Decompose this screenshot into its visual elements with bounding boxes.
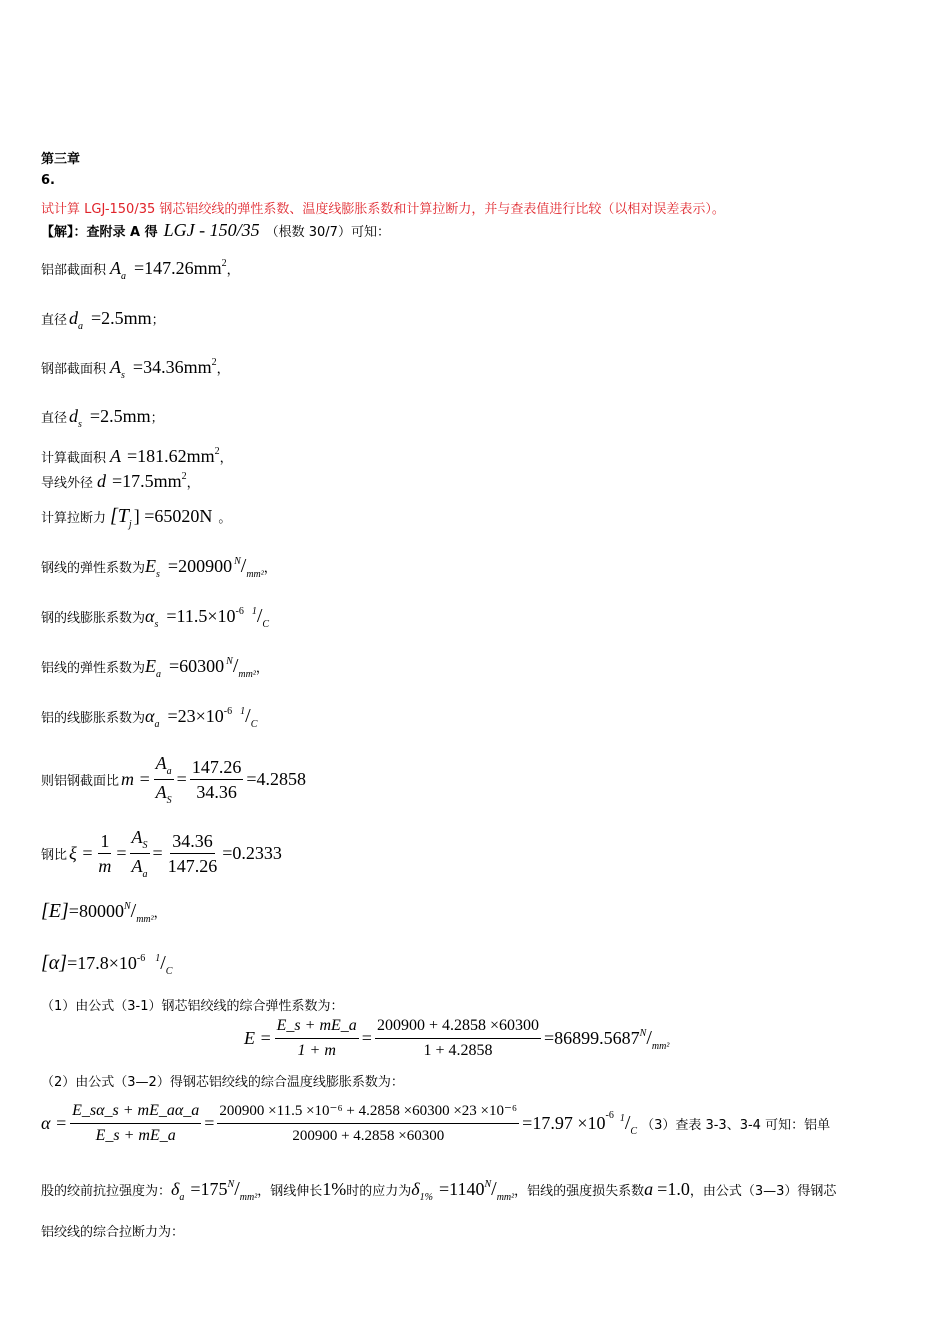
prop-symbol: E — [145, 656, 157, 676]
step3-lead: （3）查表 3-3、3-4 可知：铝单 — [641, 1118, 831, 1133]
ratio-m: 则铝钢截面比 m = $\frac{A_a}{A_S}$ = $\frac{147.26}{34.36}$ =4.2858 — [41, 753, 306, 806]
step3-line — [41, 1178, 836, 1201]
item-symbol: A — [110, 357, 122, 377]
ratio-fraction-numeric: $\frac{147.26}{34.36}$ — [191, 757, 242, 802]
step3-unit-a: $^N/_{mm^2}$ — [227, 1178, 258, 1203]
prop-value: =11.5×10 — [166, 606, 236, 626]
question-text: 试计算 LGJ-150/35 钢芯铝绞线的弹性系数、温度线膨胀系数和计算拉断力，并与查表值进行比较（以相对误差表示）。 — [41, 202, 725, 217]
item-symbol: A — [110, 446, 122, 466]
item-tail: 。 — [218, 511, 232, 526]
prop-al-alpha — [41, 705, 257, 728]
item-symbol: d — [69, 308, 79, 328]
item-value: ] =65020N — [133, 506, 213, 526]
step3-text-d: ，铝线的强度损失系数 — [514, 1184, 645, 1199]
item-label: 铝部截面积 — [41, 263, 107, 278]
table-symbol: [E] — [41, 900, 69, 922]
ratio-xi: 钢比 ξ = $\frac{1}{m}$ = $\frac{A_S}{A_a}$ = $\frac{34.36}{147.26}$ =0.2333 — [41, 827, 282, 880]
item-symbol: A — [110, 258, 122, 278]
prop-value: =200900 — [167, 556, 233, 576]
item-value: =34.36mm — [132, 357, 212, 377]
step1-text: （1）由公式（3-1）钢芯铝绞线的综合弹性系数为： — [41, 999, 344, 1014]
prop-symbol: α — [145, 606, 155, 626]
item-tail: ， — [186, 476, 200, 491]
item-sup: 2 — [211, 357, 217, 368]
prop-sub: s — [154, 619, 159, 630]
item-st-area — [41, 357, 230, 381]
step1-fraction-numeric: $\frac{200900 + 4.2858 \times 60300}{1 + 4.2858}$ — [376, 1017, 539, 1059]
item-value: =181.62mm — [127, 446, 215, 466]
step2-formula: α = $\frac{E\_s\alpha\_s + mE\_a\alpha\_a}{E\_s + mE\_a}$ = $\frac{\text{200900 ×11.5 ×10⁻⁶ + 4.2858 ×60300 ×23 ×10⁻⁶}}{200900 + 4.2858 \times 60300}$ =17.97 ×10 -6 $^1/_C$ （3）查表 3-3、3-4 可知：铝单 — [41, 1100, 830, 1147]
item-tail: ， — [226, 263, 240, 278]
prop-sub: a — [154, 719, 160, 730]
chapter-title: 第三章 — [41, 152, 81, 167]
item-calc-area — [41, 446, 233, 467]
table-alpha — [41, 952, 172, 975]
prop-value: =23×10 — [167, 706, 224, 726]
prop-unit: $^1/_C$ — [240, 705, 258, 730]
ratio-fraction-symbolic: $\frac{A_a}{A_S}$ — [155, 753, 172, 806]
prop-exp: -6 — [223, 706, 233, 717]
item-al-diam — [41, 308, 165, 332]
step2-text: （2）由公式（3—2）得钢芯铝绞线的综合温度线膨胀系数为： — [41, 1075, 404, 1090]
step3-alpha-val: =1.0 — [657, 1179, 690, 1199]
item-tail: ； — [150, 411, 164, 426]
item-sub: a — [121, 271, 127, 282]
step3-text-e: ，由公式（3—3）得钢芯 — [689, 1184, 837, 1199]
ratio-result: =4.2858 — [246, 769, 306, 789]
solution-head — [41, 220, 390, 241]
ratio-fraction-one: $\frac{1}{m}$ — [98, 831, 112, 876]
prop-tail: ， — [255, 661, 269, 676]
solution-label: 【解】：查附录 A 得 — [41, 225, 158, 240]
step3-delta-1-sub: 1% — [419, 1192, 433, 1203]
item-breaking-force — [41, 505, 231, 528]
prop-value: =60300 — [169, 656, 225, 676]
prop-al-e — [41, 655, 269, 678]
item-label: 计算截面积 — [41, 451, 107, 466]
prop-steel-alpha — [41, 605, 269, 628]
prop-sub: a — [156, 669, 162, 680]
item-tail: ， — [219, 451, 233, 466]
table-symbol: [α] — [41, 952, 68, 974]
step2-exp: -6 — [605, 1110, 614, 1121]
step1-unit: $^N/_{mm^2}$ — [639, 1027, 670, 1052]
item-symbol: [T — [110, 505, 129, 527]
step3-text-b: ，钢线伸长 — [257, 1184, 323, 1199]
item-label: 直径 — [41, 411, 68, 426]
step3-text-a: 股的绞前抗拉强度为： — [41, 1184, 172, 1199]
step2-unit: $^1/_C$ — [619, 1112, 638, 1137]
prop-tail: ， — [263, 561, 277, 576]
table-unit: $^1/_C$ — [155, 952, 173, 977]
ratio-fraction-numeric: $\frac{34.36}{147.26}$ — [167, 831, 218, 876]
item-value: =2.5mm — [91, 308, 152, 328]
step3-delta-1: δ — [411, 1179, 420, 1199]
model-number: LGJ - 150/35 — [163, 220, 260, 240]
prop-unit: $^N/_{mm^2}$ — [234, 555, 264, 580]
item-value: =2.5mm — [89, 406, 151, 426]
ratio-lhs: ξ = — [69, 843, 94, 863]
step3-delta-a-val: =175 — [190, 1179, 228, 1199]
item-symbol: d — [69, 406, 79, 426]
step2-lhs: α = — [41, 1113, 68, 1133]
item-tail: ； — [151, 313, 165, 328]
prop-symbol: E — [145, 556, 157, 576]
prop-steel-e — [41, 555, 277, 578]
step2-result: =17.97 ×10 — [522, 1113, 606, 1133]
table-value: =80000 — [68, 901, 124, 921]
step3-text-c: 时的应力为 — [346, 1184, 412, 1199]
item-sub: s — [121, 370, 125, 381]
item-label: 直径 — [41, 313, 68, 328]
problem-number: 6. — [41, 173, 55, 188]
table-e — [41, 900, 167, 923]
step3-unit-1: $^N/_{mm^2}$ — [484, 1178, 515, 1203]
item-al-area — [41, 258, 240, 282]
table-value: =17.8×10 — [67, 953, 137, 973]
table-unit: $^N/_{mm^2}$ — [123, 900, 154, 925]
step2-fraction-symbolic: $\frac{E\_s\alpha\_s + mE\_a\alpha\_a}{E\_s + mE\_a}$ — [72, 1102, 200, 1144]
step3-delta-1-val: =1140 — [438, 1179, 485, 1199]
item-outer-diam — [41, 471, 200, 492]
item-value: =147.26mm — [134, 258, 222, 278]
step1-result: =86899.5687 — [543, 1028, 640, 1048]
prop-exp: -6 — [235, 606, 244, 617]
prop-unit: $^1/_C$ — [251, 605, 270, 630]
item-label: 导线外径 — [41, 476, 94, 491]
item-sub: a — [78, 321, 84, 332]
step3-alpha: a — [644, 1179, 654, 1199]
item-tail: ， — [216, 362, 230, 377]
step1-formula: E = $\frac{E\_s + mE\_a}{1 + m}$ = $\frac{200900 + 4.2858 \times 60300}{1 + 4.2858}$ =86899.5687 $^N/_{mm^2}$ — [244, 1015, 669, 1062]
step3-text-final: 铝绞线的综合拉断力为： — [41, 1225, 185, 1240]
item-sup: 2 — [214, 446, 220, 457]
item-sup: 2 — [181, 471, 187, 482]
step1-lhs: E = — [244, 1028, 272, 1048]
step3-delta-a: δ — [171, 1179, 180, 1199]
item-value: =17.5mm — [112, 471, 182, 491]
prop-unit: $^N/_{mm^2}$ — [226, 655, 256, 680]
table-tail: ， — [153, 906, 167, 921]
step3-pct: 1% — [322, 1179, 347, 1199]
prop-label: 铝的线膨胀系数为 — [41, 711, 146, 726]
step3-delta-a-sub: a — [179, 1192, 185, 1203]
ratio-lhs: m = — [121, 769, 151, 789]
item-label: 计算拉断力 — [41, 511, 107, 526]
ratio-result: =0.2333 — [222, 843, 282, 863]
step1-fraction-symbolic: $\frac{E\_s + mE\_a}{1 + m}$ — [276, 1017, 357, 1059]
ratio-label: 钢比 — [41, 848, 68, 863]
item-symbol: d — [97, 471, 107, 491]
prop-label: 钢线的弹性系数为 — [41, 561, 146, 576]
item-st-diam — [41, 406, 164, 430]
ratio-label: 则铝钢截面比 — [41, 774, 120, 789]
model-note: （根数 30/7）可知： — [265, 225, 390, 240]
prop-symbol: α — [145, 706, 155, 726]
item-sub: j — [128, 519, 132, 530]
prop-label: 钢的线膨胀系数为 — [41, 611, 146, 626]
ratio-fraction-symbolic: $\frac{A_S}{A_a}$ — [131, 827, 148, 880]
prop-sub: s — [156, 569, 160, 580]
item-label: 钢部截面积 — [41, 362, 107, 377]
item-sup: 2 — [221, 258, 227, 269]
item-sub: s — [78, 419, 82, 430]
prop-label: 铝线的弹性系数为 — [41, 661, 146, 676]
step2-fraction-numeric: $\frac{\text{200900 ×11.5 ×10⁻⁶ + 4.2858 ×60300 ×23 ×10⁻⁶}}{200900 + 4.2858 \times 60300}$ — [217, 1100, 519, 1147]
table-exp: -6 — [136, 953, 146, 964]
